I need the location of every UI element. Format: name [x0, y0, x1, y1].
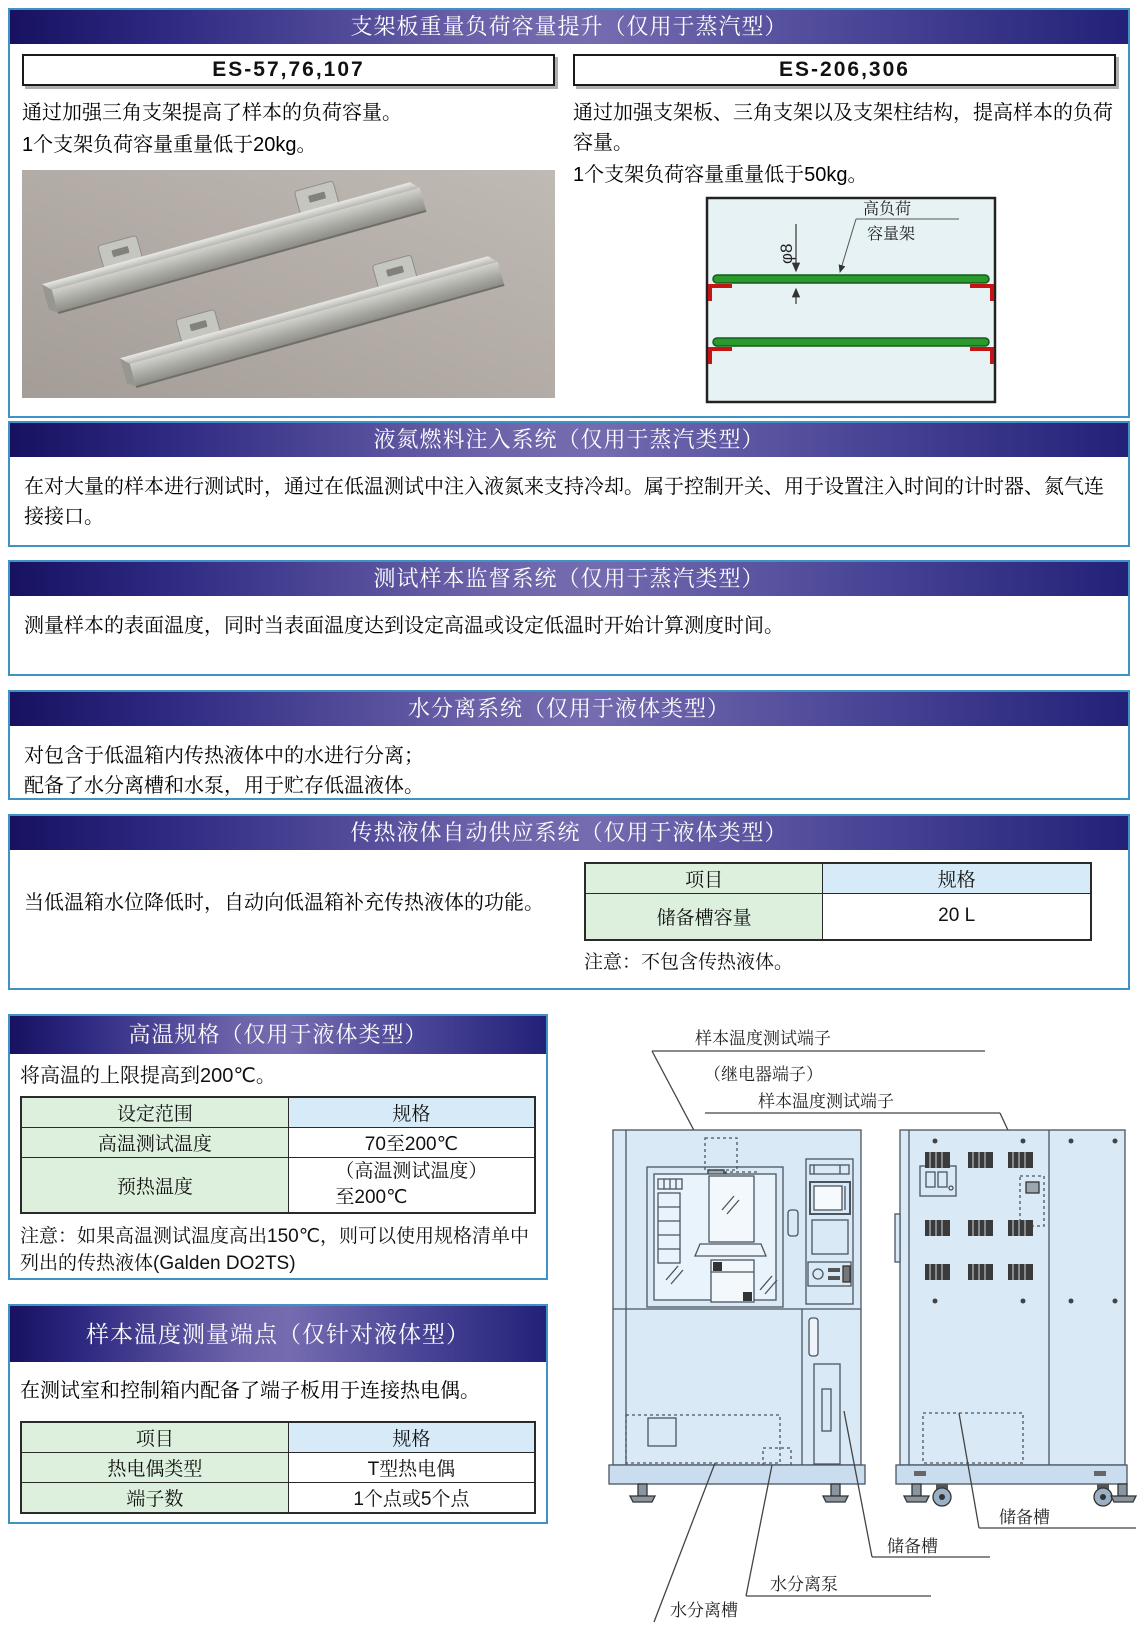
autosupply-row-item: 储备槽容量	[585, 894, 823, 940]
model-header-es206: ES-206,306	[573, 54, 1116, 86]
shelf-right-text-1: 通过加强支架板、三角支架以及支架柱结构，提高样本的负荷容量。	[573, 102, 1113, 154]
label-water-tank: 水分离槽	[670, 1601, 738, 1620]
separator-body-line2: 配备了水分离槽和水泵，用于贮存低温液体。	[24, 775, 424, 797]
hightemp-row1-value: 70至200℃	[288, 1128, 535, 1158]
chamber-rear-view	[895, 1130, 1136, 1506]
hightemp-col-spec: 规格	[288, 1097, 535, 1128]
high-load-shelf-diagram	[573, 194, 1116, 411]
section-title-terminal: 样本温度测量端点（仅针对液体型）	[10, 1306, 546, 1362]
hightemp-row1-item: 高温测试温度	[21, 1128, 288, 1158]
section-temp-terminal	[8, 1304, 548, 1524]
bracket-photo-svg	[22, 170, 555, 398]
section-auto-supply	[8, 814, 1130, 990]
terminal-body-text: 在测试室和控制箱内配备了端子板用于连接热电偶。	[20, 1380, 480, 1402]
leader-water-tank	[654, 1463, 715, 1622]
catalog-page	[0, 8, 1138, 1620]
hightemp-row2-value-line1: （高温测试温度）	[335, 1161, 488, 1182]
callout-relay: （继电器端子）	[704, 1065, 823, 1084]
high-load-shelf-svg	[691, 194, 1009, 406]
hightemp-row2-value	[288, 1158, 535, 1214]
shelf-bar-1	[713, 275, 989, 283]
section-sample-monitor	[8, 560, 1130, 676]
shelf-right-text-2: 1个支架负荷容量重量低于50kg。	[573, 164, 868, 186]
terminal-col-item: 项目	[21, 1422, 288, 1453]
chamber-drawing-svg	[562, 1014, 1138, 1624]
autosupply-note: 注意：不包含传热液体。	[584, 951, 794, 973]
hightemp-col-item: 设定范围	[21, 1097, 288, 1128]
section-title-autosupply: 传热液体自动供应系统（仅用于液体类型）	[10, 816, 1128, 850]
autosupply-col-item: 项目	[585, 863, 823, 894]
shelf-left-text-2: 1个支架负荷容量重量低于20kg。	[22, 134, 317, 156]
chamber-box	[707, 198, 995, 402]
hightemp-row2-item: 预热温度	[21, 1158, 288, 1214]
section-liquid-nitrogen	[8, 421, 1130, 547]
callout-terminal-2: 样本温度测试端子	[758, 1092, 894, 1111]
terminal-row2-value: 1个点或5个点	[288, 1483, 535, 1514]
label-reserve-tank-left: 储备槽	[887, 1537, 938, 1556]
separator-body-line1: 对包含于低温箱内传热液体中的水进行分离；	[24, 745, 424, 767]
casters-and-feet	[904, 1484, 1136, 1506]
label-reserve-tank-right: 储备槽	[999, 1508, 1050, 1527]
hightemp-spec-table	[20, 1096, 536, 1214]
high-load-label-1: 高负荷	[863, 201, 912, 218]
model-header-es57: ES-57,76,107	[22, 54, 555, 86]
callout-terminal-1: 样本温度测试端子	[695, 1029, 831, 1048]
chamber-front-view	[609, 1130, 865, 1502]
shelf-left-text-1: 通过加强三角支架提高了样本的负荷容量。	[22, 102, 402, 124]
nitrogen-body-text: 在对大量的样本进行测试时，通过在低温测试中注入液氮来支持冷却。属于控制开关、用于设置注入时间的计时器、氮气连接接口。	[24, 476, 1104, 528]
shelf-left-column	[22, 54, 555, 411]
terminal-row2-item: 端子数	[21, 1483, 288, 1514]
shelf-section-content	[10, 44, 1128, 411]
bottom-area	[0, 1014, 1138, 1624]
shelf-right-column	[573, 54, 1116, 411]
section-title-shelf: 支架板重量负荷容量提升（仅用于蒸汽型）	[10, 10, 1128, 44]
section-title-monitor: 测试样本监督系统（仅用于蒸汽类型）	[10, 562, 1128, 596]
terminal-col-spec: 规格	[288, 1422, 535, 1453]
autosupply-spec-table	[584, 862, 1092, 941]
bracket-photo	[22, 170, 555, 403]
shelf-bar-2	[713, 338, 989, 346]
hightemp-note: 注意：如果高温测试温度高出150℃，则可以使用规格清单中列出的传热液体(Galden DO2TS)	[20, 1226, 530, 1274]
autosupply-col-spec: 规格	[823, 863, 1091, 894]
leader-water-pump	[746, 1465, 772, 1596]
hightemp-intro: 将高温的上限提高到200℃。	[20, 1065, 276, 1087]
section-title-nitrogen: 液氮燃料注入系统（仅用于蒸汽类型）	[10, 423, 1128, 457]
autosupply-row-value: 20 L	[823, 894, 1091, 940]
section-high-temp-spec	[8, 1014, 548, 1280]
section-water-separation	[8, 690, 1130, 800]
dim-label-phi8: φ8	[777, 243, 796, 264]
high-load-label-2: 容量架	[867, 226, 916, 243]
terminal-spec-table	[20, 1421, 536, 1514]
terminal-row1-value: T型热电偶	[288, 1453, 535, 1483]
autosupply-table-area	[584, 862, 1092, 976]
section-shelf-load-capacity	[8, 8, 1130, 418]
section-title-hightemp: 高温规格（仅用于液体类型）	[10, 1016, 546, 1054]
section-title-separator: 水分离系统（仅用于液体类型）	[10, 692, 1128, 726]
chamber-technical-drawing	[562, 1014, 1138, 1624]
hightemp-row2-value-line2: 至200℃	[335, 1187, 408, 1208]
monitor-body-text: 测量样本的表面温度，同时当表面温度达到设定高温或设定低温时开始计算测度时间。	[24, 615, 784, 637]
terminal-row1-item: 热电偶类型	[21, 1453, 288, 1483]
label-water-pump: 水分离泵	[770, 1575, 838, 1594]
autosupply-body-text: 当低温箱水位降低时，自动向低温箱补充传热液体的功能。	[24, 892, 544, 914]
